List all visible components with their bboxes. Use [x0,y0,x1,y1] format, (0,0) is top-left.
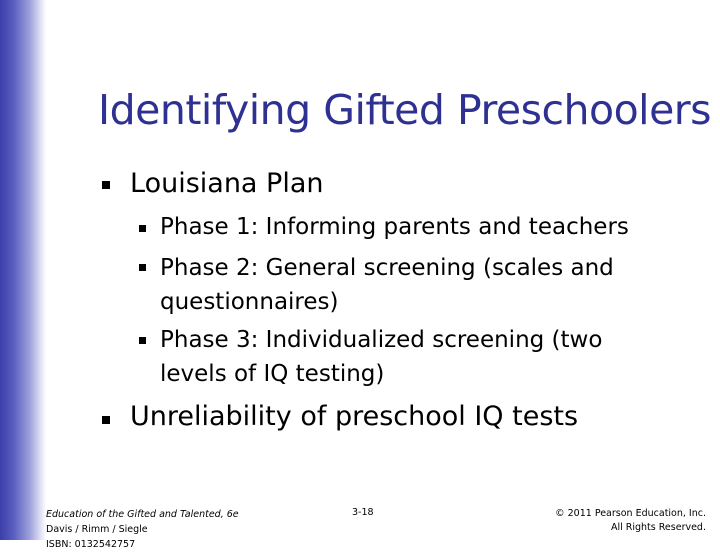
sub-bullet-phase-1: Phase 1: Informing parents and teachers [160,214,629,240]
sub-bullet-phase-3: Phase 3: Individualized screening (two levels of IQ testing) [160,327,603,387]
footer-book-title: Education of the Gifted and Talented, 6e [46,509,239,520]
sub-bullet-marker [139,225,146,232]
footer-copyright-line2: All Rights Reserved. [610,522,706,533]
footer-isbn: ISBN: 0132542757 [46,539,136,550]
footer-authors: Davis / Rimm / Siegle [46,524,148,535]
sub-bullet-phase-2: Phase 2: General screening (scales and questionnaires) [160,255,614,315]
bullet-unreliability: Unreliability of preschool IQ tests [130,401,579,432]
footer-page-number: 3-18 [352,507,374,518]
sub-bullet-marker [139,264,146,271]
bullet-marker [102,416,110,424]
sub-bullet-marker [139,337,146,344]
bullet-louisiana-plan: Louisiana Plan [130,168,324,199]
slide-title: Identifying Gifted Preschoolers [98,86,712,134]
bullet-marker [102,181,110,189]
footer-book-info [46,507,239,552]
footer-copyright [555,507,706,535]
footer-copyright-line1: © 2011 Pearson Education, Inc. [555,508,706,519]
side-gradient-bar [0,0,46,540]
